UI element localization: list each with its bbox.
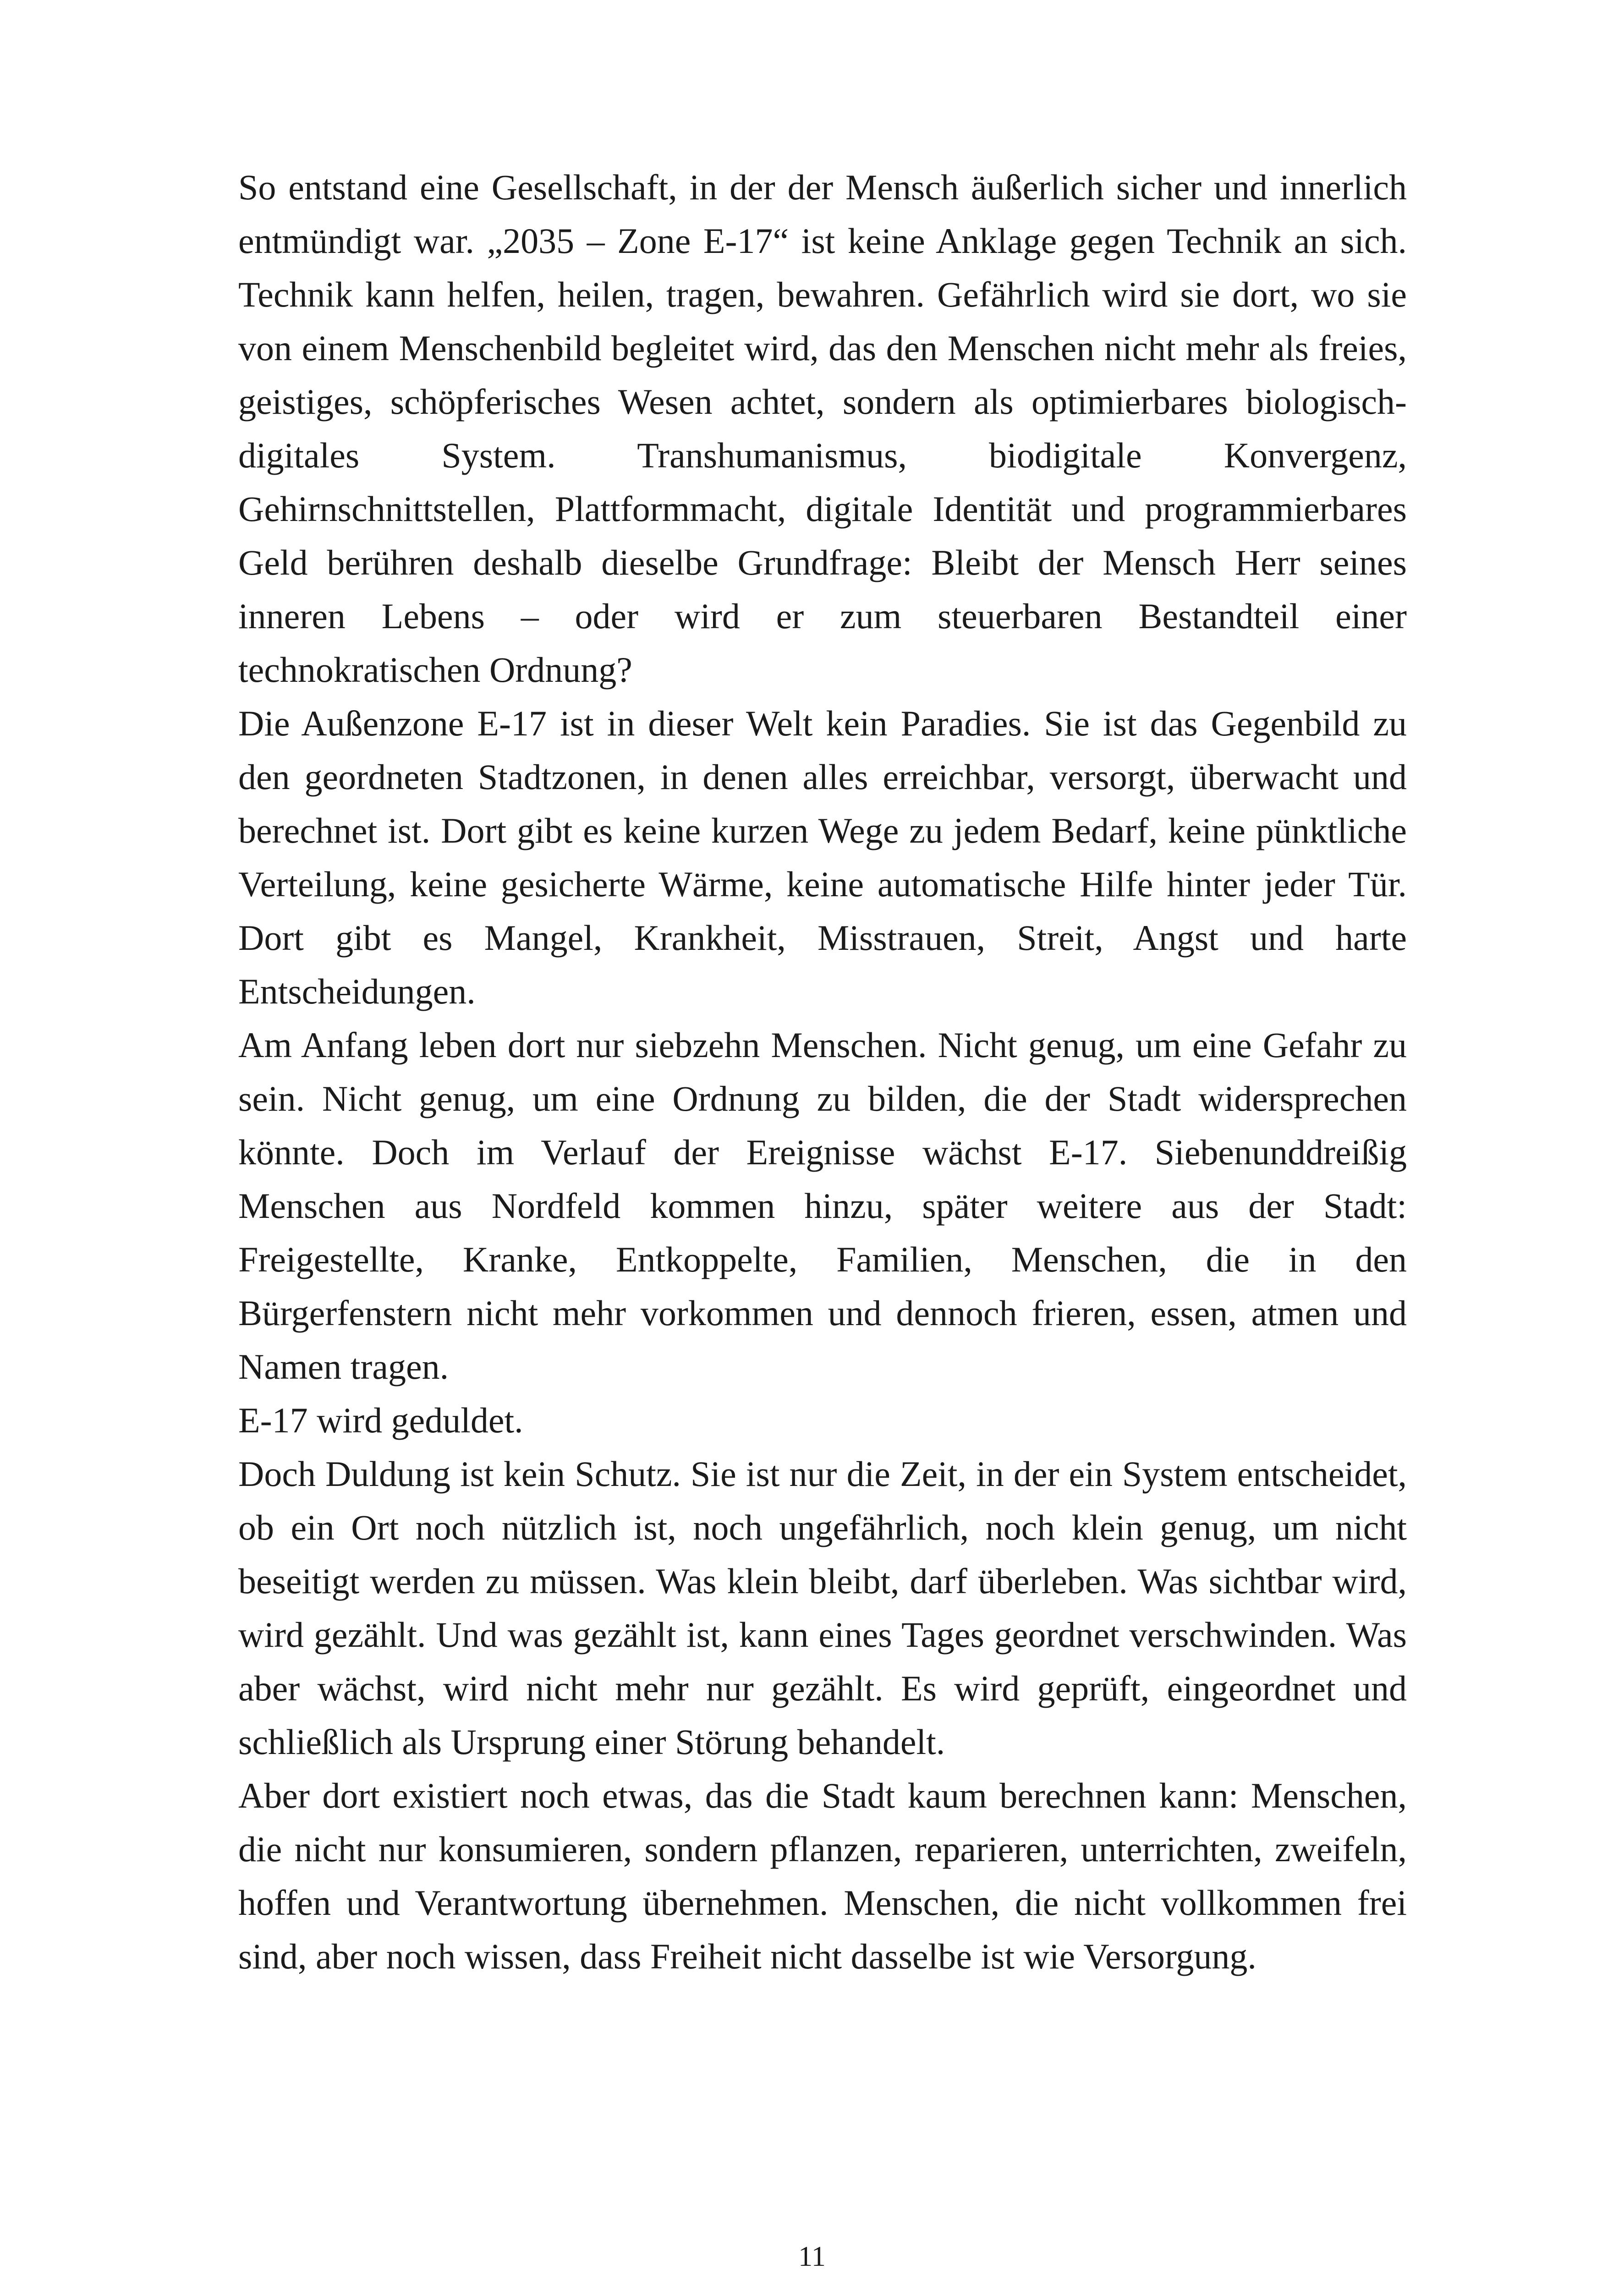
body-text (238, 160, 1407, 1983)
paragraph-1: So entstand eine Gesellschaft, in der der Mensch äußerlich sicher und innerlich entmündigt war. „2035 – Zone E-17“ ist keine Anklage gegen Technik an sich. Technik kann helfen, heilen, tragen, bewahren. Gefährlich wird sie dort, wo sie von einem Menschenbild begleitet wird, das den Menschen nicht mehr als freies, geistiges, schöpferisches Wesen achtet, sondern als optimierbares biologisch-digitales System. Transhumanismus, biodigitale Konvergenz, Gehirnschnittstellen, Plattformmacht, digitale Identität und programmierbares Geld berühren deshalb dieselbe Grundfrage: Bleibt der Mensch Herr seines inneren Lebens – oder wird er zum steuerbaren Bestandteil einer technokratischen Ordnung? (238, 167, 1407, 690)
paragraph-2: Die Außenzone E-17 ist in dieser Welt kein Paradies. Sie ist das Gegenbild zu den geordneten Stadtzonen, in denen alles erreichbar, versorgt, überwacht und berechnet ist. Dort gibt es keine kurzen Wege zu jedem Bedarf, keine pünktliche Verteilung, keine gesicherte Wärme, keine automatische Hilfe hinter jeder Tür. Dort gibt es Mangel, Krankheit, Misstrauen, Streit, Angst und harte Entscheidungen. (238, 703, 1407, 1011)
paragraph-3: Am Anfang leben dort nur siebzehn Menschen. Nicht genug, um eine Gefahr zu sein. Nicht genug, um eine Ordnung zu bilden, die der Stadt widersprechen könnte. Doch im Verlauf der Ereignisse wächst E-17. Siebenunddreißig Menschen aus Nordfeld kommen hinzu, später weitere aus der Stadt: Freigestellte, Kranke, Entkoppelte, Familien, Menschen, die in den Bürgerfenstern nicht mehr vorkommen und dennoch frieren, essen, atmen und Namen tragen. (238, 1025, 1407, 1387)
page-number: 11 (798, 2241, 826, 2272)
paragraph-6: Aber dort existiert noch etwas, das die Stadt kaum berechnen kann: Menschen, die nicht nur konsumieren, sondern pflanzen, reparieren, unterrichten, zweifeln, hoffen und Verantwortung übernehmen. Menschen, die nicht vollkommen frei sind, aber noch wissen, dass Freiheit nicht dasselbe ist wie Versorgung. (238, 1776, 1407, 1976)
paragraph-5: Doch Duldung ist kein Schutz. Sie ist nur die Zeit, in der ein System entscheidet, ob ein Ort noch nützlich ist, noch ungefährlich, noch klein genug, um nicht beseitigt werden zu müssen. Was klein bleibt, darf überleben. Was sichtbar wird, wird gezählt. Und was gezählt ist, kann eines Tages geordnet verschwinden. Was aber wächst, wird nicht mehr nur gezählt. Es wird geprüft, eingeordnet und schließlich als Ursprung einer Störung behandelt. (238, 1454, 1407, 1762)
paragraph-4: E-17 wird geduldet. (238, 1400, 523, 1440)
